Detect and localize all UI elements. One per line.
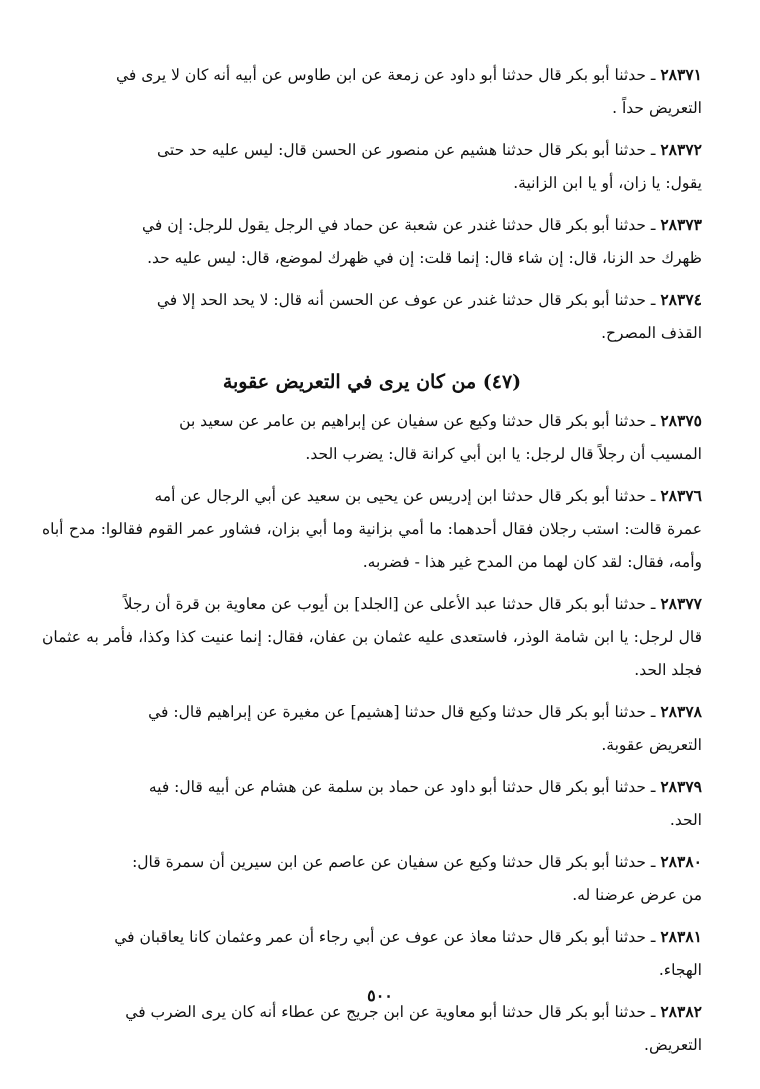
- hadith-list-bottom: [42, 404, 702, 1062]
- hadith-number: ٢٨٣٨١: [660, 927, 702, 946]
- hadith-text-continued: الهجاء.: [658, 961, 702, 979]
- hadith-28382: [42, 995, 702, 1062]
- hadith-28378: [42, 695, 702, 762]
- hadith-28373: [42, 208, 702, 275]
- hadith-number: ٢٨٣٧٣: [660, 215, 702, 234]
- hadith-text-continued: المسيب أن رجلاً قال لرجل: يا ابن أبي كرانة قال: يضرب الحد.: [305, 445, 702, 463]
- hadith-28379: [42, 770, 702, 837]
- hadith-text-continued: القذف المصرح.: [601, 324, 702, 342]
- hadith-text-continued: من عرض عرضنا له.: [572, 886, 702, 904]
- hadith-number: ٢٨٣٨٠: [660, 852, 702, 871]
- hadith-number: ٢٨٣٧٧: [660, 594, 702, 613]
- hadith-number: ٢٨٣٧٤: [660, 290, 702, 309]
- hadith-text: ـ حدثنا أبو بكر قال حدثنا معاذ عن عوف عن أبي رجاء أن عمر وعثمان كانا يعاقبان في: [114, 928, 661, 946]
- hadith-28380: [42, 845, 702, 912]
- hadith-text-continued: قال لرجل: يا ابن شامة الوذر، فاستعدى عليه عثمان بن عفان، فقال: إنما عنيت كذا وكذا، فأمر به عثمان فجلد الحد.: [42, 628, 702, 679]
- hadith-text-continued: التعريض.: [644, 1036, 702, 1054]
- hadith-text: ـ حدثنا أبو بكر قال حدثنا وكيع عن سفيان عن عاصم عن ابن سيرين أن سمرة قال:: [132, 853, 661, 871]
- hadith-text: ـ حدثنا أبو بكر قال حدثنا عبد الأعلى عن [الجلد] بن أيوب عن معاوية بن قرة أن رجلاً: [123, 595, 661, 613]
- hadith-text: ـ حدثنا أبو بكر قال حدثنا وكيع عن سفيان عن إبراهيم بن عامر عن سعيد بن: [179, 412, 661, 430]
- hadith-text: ـ حدثنا أبو بكر قال حدثنا ابن إدريس عن يحيى بن سعيد عن أبي الرجال عن أمه: [154, 487, 661, 505]
- hadith-text-continued: التعريض عقوبة.: [601, 736, 702, 754]
- page-number: ٥٠٠: [367, 986, 393, 1005]
- hadith-text: ـ حدثنا أبو بكر قال حدثنا هشيم عن منصور عن الحسن قال: ليس عليه حد حتى: [156, 141, 661, 159]
- hadith-28371: [42, 58, 702, 125]
- hadith-text: ـ حدثنا أبو بكر قال حدثنا غندر عن شعبة عن حماد في الرجل يقول للرجل: إن في: [142, 216, 661, 234]
- hadith-28377: [42, 587, 702, 687]
- hadith-number: ٢٨٣٧٦: [660, 486, 702, 505]
- hadith-28376: [42, 479, 702, 579]
- hadith-number: ٢٨٣٧٨: [660, 702, 702, 721]
- hadith-28372: [42, 133, 702, 200]
- hadith-28381: [42, 920, 702, 987]
- hadith-number: ٢٨٣٧٩: [660, 777, 702, 796]
- hadith-text-continued: عمرة قالت: استب رجلان فقال أحدهما: ما أمي بزانية وما أبي بزان، فشاور عمر القوم فقالوا: مدح أباه وأمه، فقال: لقد كان لهما من المدح غير هذا - فضربه.: [42, 520, 702, 571]
- hadith-text-continued: يقول: يا زان، أو يا ابن الزانية.: [513, 174, 702, 192]
- hadith-text: ـ حدثنا أبو بكر قال حدثنا وكيع قال حدثنا [هشيم] عن مغيرة عن إبراهيم قال: في: [148, 703, 661, 721]
- hadith-text: ـ حدثنا أبو بكر قال حدثنا أبو داود عن زمعة عن ابن طاوس عن أبيه أنه كان لا يرى في: [115, 66, 661, 84]
- hadith-number: ٢٨٣٧٢: [660, 140, 702, 159]
- hadith-number: ٢٨٣٨٢: [660, 1002, 702, 1021]
- hadith-list-top: [42, 58, 702, 350]
- hadith-text-continued: ظهرك حد الزنا، قال: إن شاء قال: إنما قلت: إن في ظهرك لموضع، قال: ليس عليه حد.: [147, 249, 702, 267]
- hadith-text: ـ حدثنا أبو بكر قال حدثنا أبو معاوية عن ابن جريج عن عطاء أنه كان يرى الضرب في: [125, 1003, 661, 1021]
- hadith-number: ٢٨٣٧١: [660, 65, 702, 84]
- hadith-text-continued: التعريض حداً .: [612, 99, 702, 117]
- hadith-text: ـ حدثنا أبو بكر قال حدثنا أبو داود عن حماد بن سلمة عن هشام عن أبيه قال: فيه: [148, 778, 661, 796]
- hadith-text: ـ حدثنا أبو بكر قال حدثنا غندر عن عوف عن الحسن أنه قال: لا يحد الحد إلا في: [156, 291, 661, 309]
- hadith-text-continued: الحد.: [669, 811, 702, 829]
- hadith-28374: [42, 283, 702, 350]
- chapter-heading: (٤٧) من كان يرى في التعريض عقوبة: [222, 371, 522, 393]
- hadith-28375: [42, 404, 702, 471]
- hadith-number: ٢٨٣٧٥: [660, 411, 702, 430]
